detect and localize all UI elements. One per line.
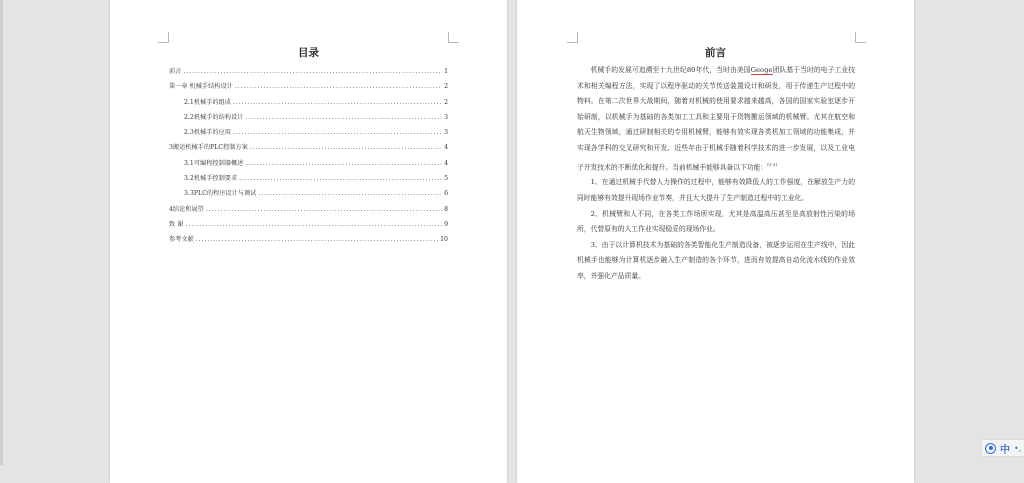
toc-entry-page: 10 xyxy=(440,236,448,244)
toc-leader-dots xyxy=(245,114,442,121)
toc-entry-page: 2 xyxy=(444,83,448,91)
toc-leader-dots xyxy=(185,221,442,228)
toc-leader-dots xyxy=(233,99,442,106)
ime-logo-icon xyxy=(985,443,996,454)
toc-entry-label: 2.1机械手的组成 xyxy=(184,98,231,106)
toc-title: 目录 xyxy=(298,47,319,59)
toc-entry[interactable] xyxy=(169,97,448,112)
toc-entry-page: 8 xyxy=(444,205,448,213)
toc-entry-page: 2 xyxy=(444,98,448,106)
preface-paragraph-4: 3、由于以计算机技术为基础的各类智能化生产制造设备，被逐步运用在生产线中，因此机械手也能够为计算机逐步融入生产制造的各个环节，进而有效提高自动化流水线的作业效率，并强化产品质量。 xyxy=(577,240,855,280)
toc-entry-label: 3.2机械手控制要求 xyxy=(184,175,238,183)
toc-entry-page: 1 xyxy=(444,68,448,75)
paragraph-text: 团队基于当时的电子工业技术和相关编程方法，实现了以程序驱动的关节传送装置设计和研发，用于传递生产过程中的物料。在第二次世界大战期间，随着对机械的使用要求越来越高，各国的国家实验室逐步开始研制，以机械手为基础的各类加工工具和主要用于货物搬运领域的机械臂。尤其在航空和航天生物领域，通过研制相关的专用机械臂，能够有效实现各类机加工领域的功能集成，并实现各学科的交叉研究和开发。近些年由于机械手随着科学技术的进一步发展，以及工业电子开发技术的不断优化和提升。当前机械手能够具备以下功能： xyxy=(577,66,855,171)
preface-page xyxy=(517,0,914,483)
preface-title: 前言 xyxy=(705,47,726,59)
spellcheck-marked-word[interactable]: Geoge xyxy=(750,66,773,74)
toc-entry[interactable] xyxy=(169,219,448,234)
toc-leader-dots xyxy=(196,236,438,243)
toc-entry-page: 3 xyxy=(444,129,448,137)
toc-entry-label: 3.1可编程控制器概述 xyxy=(184,159,244,167)
toc-entry[interactable] xyxy=(169,158,448,173)
toc-entry-page: 6 xyxy=(444,190,448,198)
preface-paragraph-3: 2、机械臂和人不同，在各类工作场所实现，尤其是高温高压甚至是高放射性污染的场所，代替原有的人工作业实现稳妥的现场作业。 xyxy=(577,209,855,234)
ime-punct-label: •, xyxy=(1014,443,1022,453)
toc-page xyxy=(110,0,507,483)
toc-entry[interactable] xyxy=(169,142,448,157)
toc-entry-label: 第一章 机械手结构设计 xyxy=(169,83,233,91)
preface-paragraph-2: 1、在通过机械手代替人力操作的过程中，能够有效降低人的工作强度，在解放生产力的同时能够有效提升现场作业节奏，并且大大提升了生产制造过程中的工业化。 xyxy=(577,178,855,203)
toc-entry-label: 3.3PLC的程序设计与调试 xyxy=(184,190,257,198)
toc-entry-page: 9 xyxy=(444,220,448,228)
paragraph-text: 机械手的发展可追溯至十九世纪80年代，当时由美国 xyxy=(590,66,751,74)
toc-leader-dots xyxy=(233,129,442,136)
toc-list xyxy=(169,66,448,250)
toc-entry[interactable] xyxy=(169,81,448,96)
toc-entry-label: 2.3机械手的应用 xyxy=(184,129,231,137)
toc-entry[interactable] xyxy=(169,173,448,188)
toc-entry[interactable] xyxy=(169,188,448,203)
toc-entry-page: 4 xyxy=(444,159,448,167)
toc-entry-page: 3 xyxy=(444,113,448,121)
toc-leader-dots xyxy=(250,144,442,151)
toc-entry-page: 5 xyxy=(444,175,448,183)
margin-mark-top-right xyxy=(448,32,459,43)
toc-entry-label: 参考文献 xyxy=(169,236,194,244)
toc-entry[interactable] xyxy=(169,127,448,142)
toc-leader-dots xyxy=(258,190,442,197)
toc-leader-dots xyxy=(239,175,442,182)
citation-superscript: [1-3] xyxy=(767,161,777,167)
vertical-scrollbar[interactable] xyxy=(0,0,3,465)
toc-entry[interactable] xyxy=(169,66,448,81)
ime-mode-label: 中 xyxy=(1000,444,1010,456)
toc-leader-dots xyxy=(245,160,442,167)
toc-leader-dots xyxy=(235,83,442,90)
toc-leader-dots xyxy=(183,68,442,75)
toc-entry-label: 4结论和展望 xyxy=(169,205,204,213)
toc-entry-label: 2.2机械手的结构设计 xyxy=(184,113,244,121)
toc-leader-dots xyxy=(206,206,442,213)
ime-indicator[interactable] xyxy=(981,439,1024,457)
toc-entry-page: 4 xyxy=(444,144,448,152)
margin-mark-top-left xyxy=(567,32,578,43)
toc-entry-label: 前言 xyxy=(169,68,182,75)
toc-entry-label: 致 谢 xyxy=(169,220,184,228)
margin-mark-top-right xyxy=(855,32,866,43)
margin-mark-top-left xyxy=(158,32,169,43)
preface-paragraph-1 xyxy=(577,63,855,175)
toc-entry[interactable] xyxy=(169,204,448,219)
toc-entry-label: 3搬运机械手的PLC控制方案 xyxy=(169,144,248,152)
preface-body xyxy=(577,63,855,285)
toc-entry[interactable] xyxy=(169,112,448,127)
toc-entry[interactable] xyxy=(169,234,448,249)
